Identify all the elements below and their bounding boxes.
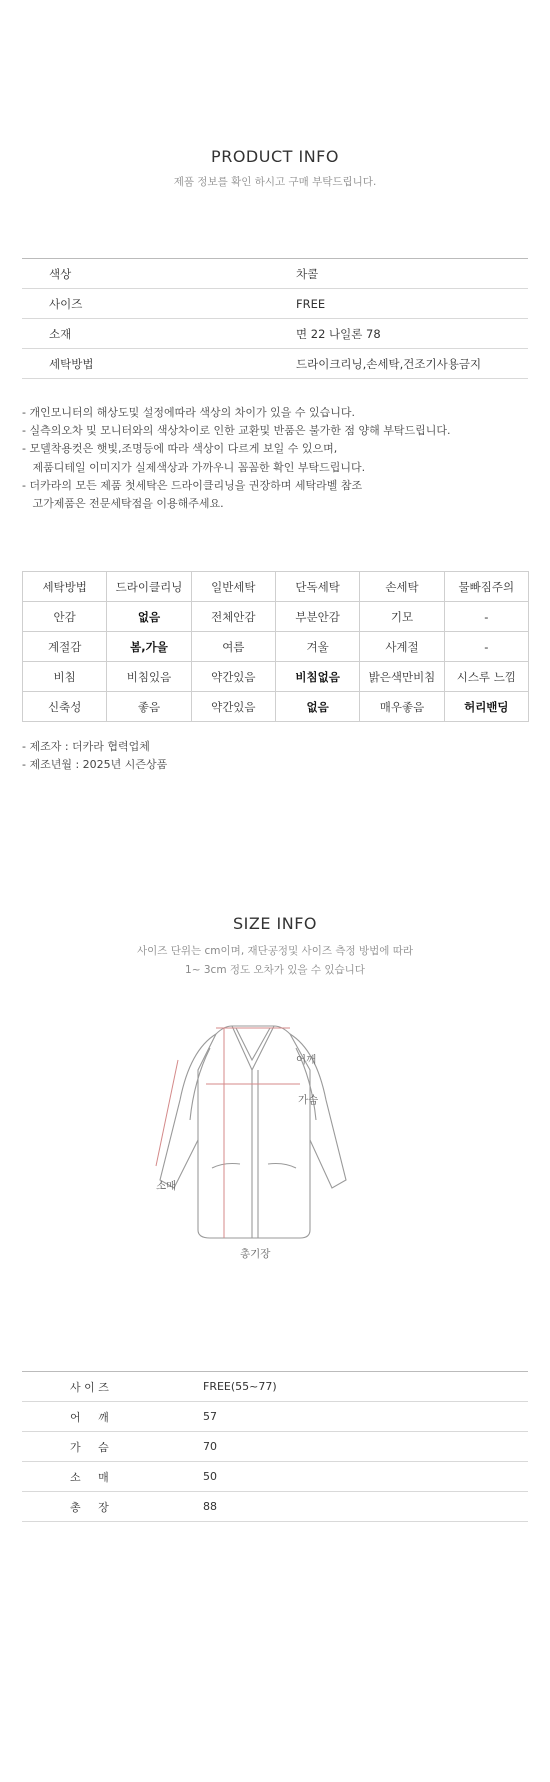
care-cell: 신축성 (23, 692, 107, 722)
product-info-title: PRODUCT INFO (211, 147, 339, 166)
care-cell: 약간있음 (191, 692, 275, 722)
notice-list (22, 404, 450, 513)
size-row (22, 1462, 528, 1492)
size-value: 50 (203, 1462, 528, 1492)
care-cell: 여름 (191, 632, 275, 662)
notice-line: - 개인모니터의 해상도및 설정에따라 색상의 차이가 있을 수 있습니다. (22, 406, 355, 419)
info-label: 세탁방법 (22, 349, 296, 379)
care-cell: 안감 (23, 602, 107, 632)
care-cell: 약간있음 (191, 662, 275, 692)
info-value: 차콜 (296, 259, 528, 289)
cardigan-outline (160, 1026, 346, 1238)
size-info-title: SIZE INFO (232, 914, 317, 933)
care-cell: 비침있음 (107, 662, 191, 692)
info-value: 면 22 나일론 78 (296, 319, 528, 349)
info-row-washing (22, 349, 528, 379)
care-cell: 손세탁 (360, 572, 444, 602)
info-label: 사이즈 (22, 289, 296, 319)
care-cell-selected: 없음 (275, 692, 359, 722)
size-info-subtitle-1: 사이즈 단위는 cm이며, 재단공정및 사이즈 측정 방법에 따라 (137, 945, 413, 957)
care-cell: 사계절 (360, 632, 444, 662)
care-cell: 물빠짐주의 (444, 572, 528, 602)
notice-line: 고가제품은 전문세탁점을 이용해주세요. (22, 497, 224, 511)
info-label: 소재 (22, 319, 296, 349)
care-row (23, 692, 529, 722)
size-row (22, 1492, 528, 1522)
info-row-material (22, 319, 528, 349)
care-cell: 계절감 (23, 632, 107, 662)
size-row (22, 1372, 528, 1402)
care-cell: 매우좋음 (360, 692, 444, 722)
shoulder-label: 어깨 (296, 1054, 317, 1066)
care-row (23, 572, 529, 602)
notice-line: - 모델착용컷은 햇빛,조명등에 따라 색상이 다르게 보일 수 있으며, (22, 442, 338, 456)
care-grid (22, 571, 529, 722)
garment-size-diagram (150, 1020, 380, 1260)
product-info-subtitle: 제품 정보를 확인 하시고 구매 부탁드립니다. (173, 176, 377, 188)
size-label: 가 슴 (22, 1432, 203, 1462)
info-row-size (22, 289, 528, 319)
care-cell-selected: 봄,가을 (107, 632, 191, 662)
size-label: 사 이 즈 (22, 1372, 203, 1402)
maker-line: - 제조년월 : 2025년 시즌상품 (22, 758, 168, 771)
info-value: FREE (296, 289, 528, 319)
length-label: 총기장 (240, 1248, 271, 1260)
info-value: 드라이크리닝,손세탁,건조기사용금지 (296, 349, 528, 379)
care-cell: - (444, 632, 528, 662)
size-value: 88 (203, 1492, 528, 1522)
info-label: 색상 (22, 259, 296, 289)
product-info-table (22, 258, 528, 379)
care-cell: - (444, 602, 528, 632)
size-label: 총 장 (22, 1492, 203, 1522)
size-value: FREE(55~77) (203, 1372, 528, 1402)
size-info-subtitle-2: 1~ 3cm 정도 오차가 있을 수 있습니다 (185, 964, 365, 976)
care-cell-selected: 허리밴딩 (444, 692, 528, 722)
size-row (22, 1432, 528, 1462)
size-value: 70 (203, 1432, 528, 1462)
care-cell: 좋음 (107, 692, 191, 722)
care-row (23, 662, 529, 692)
care-row (23, 632, 529, 662)
notice-line: 제품디테일 이미지가 실제색상과 가까우니 꼼꼼한 확인 부탁드립니다. (22, 460, 366, 474)
chest-label: 가슴 (298, 1094, 319, 1106)
care-cell: 겨울 (275, 632, 359, 662)
care-row (23, 602, 529, 632)
maker-line: - 제조자 : 더카라 협력업체 (22, 740, 150, 753)
care-cell-selected: 없음 (107, 602, 191, 632)
size-row (22, 1402, 528, 1432)
care-cell: 일반세탁 (191, 572, 275, 602)
size-table (22, 1371, 528, 1522)
care-cell: 전체안감 (191, 602, 275, 632)
size-label: 어 깨 (22, 1402, 203, 1432)
care-cell: 부분안감 (275, 602, 359, 632)
care-cell: 기모 (360, 602, 444, 632)
care-cell: 밝은색만비침 (360, 662, 444, 692)
care-cell: 세탁방법 (23, 572, 107, 602)
info-row-color (22, 259, 528, 289)
notice-line: - 실측의오차 및 모니터와의 색상차이로 인한 교환및 반품은 불가한 점 양해 부탁드립니다. (22, 424, 451, 438)
size-value: 57 (203, 1402, 528, 1432)
sleeve-label: 소매 (156, 1180, 177, 1192)
care-cell-selected: 비침없음 (275, 662, 359, 692)
care-cell: 드라이클리닝 (107, 572, 191, 602)
care-cell: 비침 (23, 662, 107, 692)
care-cell: 단독세탁 (275, 572, 359, 602)
maker-info (22, 738, 167, 774)
care-cell: 시스루 느낌 (444, 662, 528, 692)
notice-line: - 더카라의 모든 제품 첫세탁은 드라이클리닝을 권장하며 세탁라벨 참조 (22, 478, 363, 492)
measure-lines (156, 1028, 300, 1238)
size-label: 소 매 (22, 1462, 203, 1492)
